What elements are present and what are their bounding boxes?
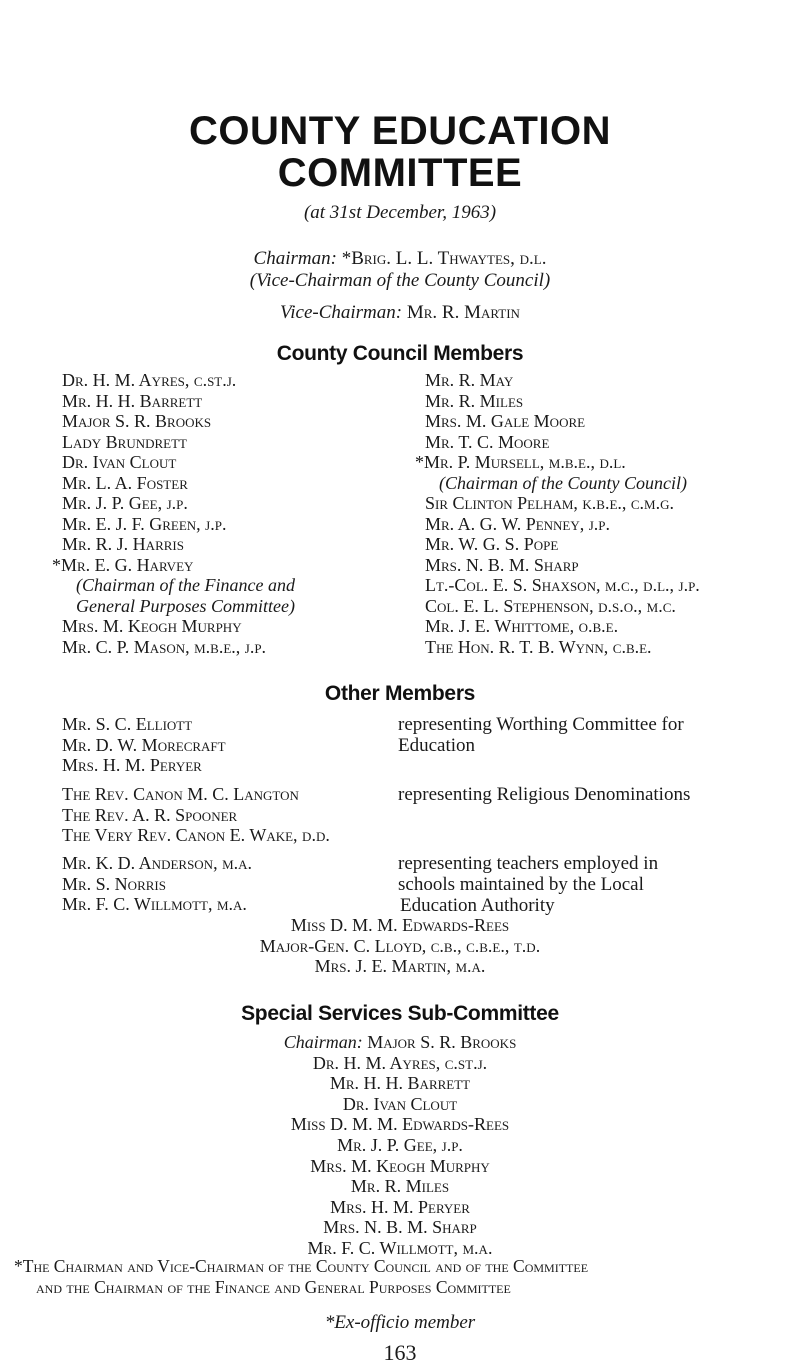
other-group-2-note: representing Religious Denominations [398,784,691,805]
member-name: Mr. S. C. Elliott [62,714,193,734]
member-name: Mr. K. D. Anderson, m.a. [62,853,253,873]
county-council-members-heading: County Council Members [276,342,524,365]
member-name: Miss D. M. M. Edwards-Rees [290,915,510,935]
note-line: Education Authority [400,895,555,916]
footnote-line-1: *The Chairman and Vice-Chairman of the County Council and of the Committee [14,1256,589,1276]
member-name: The Rev. A. R. Spooner [62,804,238,825]
member-name: Mr. E. J. F. Green, j.p. [62,513,227,534]
title-line-2: COMMITTEE [277,151,523,195]
member-name: Mr. W. G. S. Pope [425,534,559,554]
member-name: Miss D. M. M. Edwards-Rees [290,1114,510,1135]
member-name: Mrs. M. Gale Moore [425,411,586,431]
member-name: Mrs. H. M. Peryer [62,755,202,775]
other-group-3-names [62,853,252,915]
member-name: Mr. C. P. Mason, m.b.e., j.p. [62,636,267,657]
chairman-label: Chairman: [283,1032,363,1052]
member-note: (Chairman of the County Council) [439,472,687,493]
member-name: Mr. J. E. Whittome, o.b.e. [425,616,619,636]
member-name: Dr. H. M. Ayres, c.st.j. [62,370,237,390]
note-line: representing teachers employed in [398,853,659,874]
member-name: Mrs. M. Keogh Murphy [62,616,242,636]
other-group-1-names [62,714,226,776]
member-name: The Hon. R. T. B. Wynn, c.b.e. [425,636,652,657]
member-name: Mr. F. C. Willmott, m.a. [307,1237,493,1258]
chairman-name: *Brig. L. L. Thwaytes, d.l. [341,248,547,269]
member-name: Mr. D. W. Morecraft [62,734,226,755]
vice-chairman-label: Vice-Chairman: [280,302,403,323]
other-group-2-names [62,784,330,846]
member-name: Dr. H. M. Ayres, c.st.j. [312,1052,488,1073]
member-name: Lady Brundrett [62,431,187,452]
member-name: Major-Gen. C. Lloyd, c.b., c.b.e., t.d. [259,935,541,956]
member-name: Mr. A. G. W. Penney, j.p. [425,513,611,534]
member-name: *Mr. E. G. Harvey [52,554,194,575]
special-services-chairman [0,1032,800,1053]
member-name: Mrs. H. M. Peryer [330,1196,470,1217]
member-name: The Rev. Canon M. C. Langton [62,784,299,804]
member-name: Mr. J. P. Gee, j.p. [62,493,188,513]
special-services-list [0,1032,800,1259]
member-name: Mr. F. C. Willmott, m.a. [62,894,247,914]
member-name: *Mr. P. Mursell, m.b.e., d.l. [415,452,626,472]
special-services-heading: Special Services Sub-Committee [241,1002,559,1025]
member-name: Mr. J. P. Gee, j.p. [337,1134,463,1155]
member-name: Mrs. N. B. M. Sharp [425,554,579,575]
vice-chairman-line [0,302,800,324]
chairman-label: Chairman: [253,248,337,269]
member-name: Mr. R. Miles [350,1176,450,1197]
vice-chairman-name: Mr. R. Martin [406,302,520,323]
note-line: schools maintained by the Local [398,874,644,895]
member-name: Dr. Ivan Clout [62,452,177,472]
county-council-right-column [415,370,700,657]
member-name: Mr. T. C. Moore [425,431,550,452]
member-name: Dr. Ivan Clout [342,1093,458,1114]
member-name: Mr. R. Miles [425,390,524,411]
member-name: Mrs. J. E. Martin, m.a. [314,956,486,976]
member-name: Col. E. L. Stephenson, d.s.o., m.c. [425,595,676,616]
member-name: Mr. H. H. Barrett [329,1073,471,1094]
member-name: Mrs. M. Keogh Murphy [310,1155,490,1176]
member-name: Sir Clinton Pelham, k.b.e., c.m.g. [425,493,675,513]
other-group-1-note: representing Worthing Committee for Education [398,714,684,756]
member-name: Major S. R. Brooks [62,411,212,431]
member-note: General Purposes Committee) [76,595,295,616]
member-name: Mrs. N. B. M. Sharp [323,1217,477,1238]
footnote-line-2: and the Chairman of the Finance and General Purposes Committee [36,1277,511,1297]
member-name: Lt.-Col. E. S. Shaxson, m.c., d.l., j.p. [425,575,700,595]
member-name: The Very Rev. Canon E. Wake, d.d. [62,825,330,845]
chairman-line [0,248,800,270]
page-number: 163 [383,1340,417,1365]
county-council-left-column [52,370,295,657]
chairman-name: Major S. R. Brooks [367,1032,517,1052]
member-name: Mr. R. J. Harris [62,534,184,554]
other-group-3-note [398,853,720,916]
member-note: (Chairman of the Finance and [76,575,295,595]
date-note: (at 31st December, 1963) [303,202,497,223]
title-line-1: COUNTY EDUCATION [188,109,612,153]
member-name: Mr. R. May [425,370,514,390]
member-name: Mr. H. H. Barrett [62,390,203,411]
ex-officio-note: *Ex-officio member [324,1312,476,1333]
other-centered-names [0,915,800,977]
member-name: Mr. S. Norris [62,873,166,894]
other-members-heading: Other Members [324,682,476,705]
member-name: Mr. L. A. Foster [62,472,188,493]
chairman-note: (Vice-Chairman of the County Council) [249,270,551,291]
